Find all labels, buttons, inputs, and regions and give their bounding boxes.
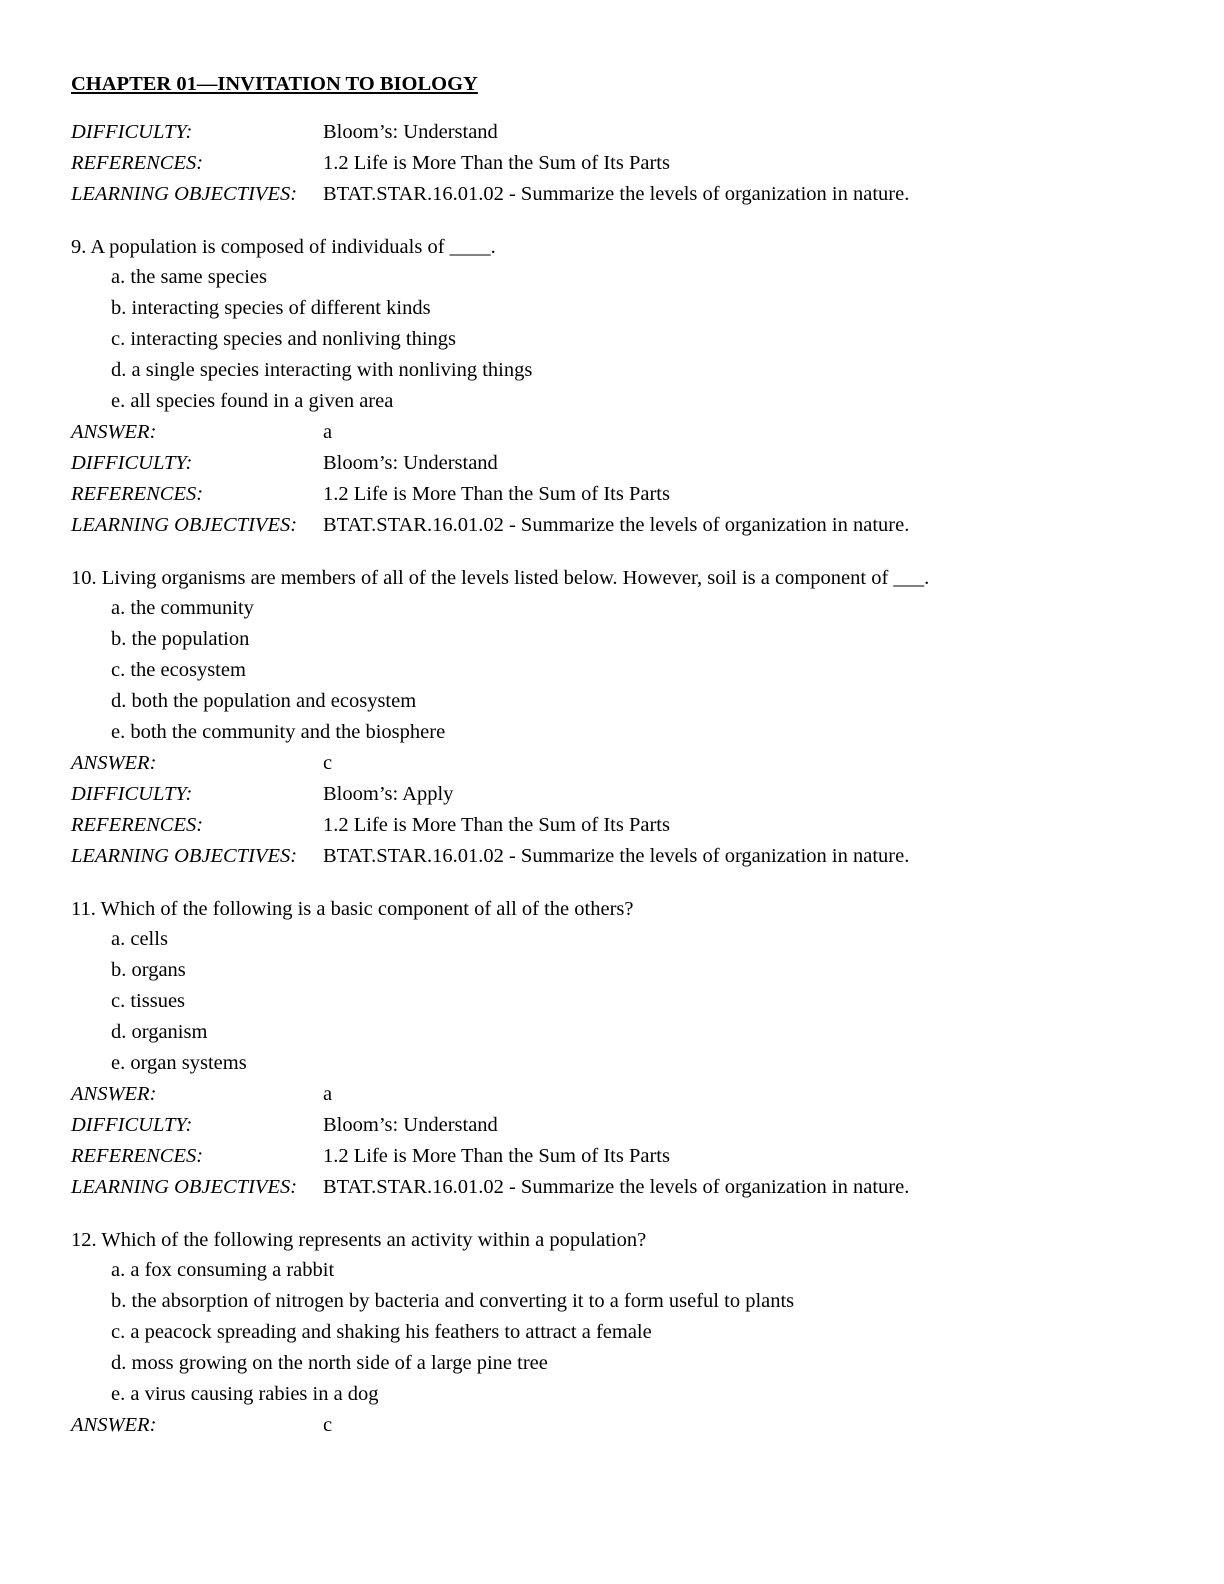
question-text: 12. Which of the following represents an activity within a population?	[71, 1229, 647, 1251]
answer-row	[71, 417, 1171, 448]
option-b: b. the absorption of nitrogen by bacteria and converting it to a form useful to plants	[111, 1290, 795, 1312]
difficulty-label: DIFFICULTY:	[71, 121, 193, 143]
answer-row	[71, 748, 1171, 779]
question-text: 10. Living organisms are members of all of the levels listed below. However, soil is a component of ___.	[71, 567, 930, 589]
question-12	[71, 1225, 1171, 1441]
answer-label: ANSWER:	[71, 421, 157, 443]
lead-meta-block	[71, 117, 1171, 210]
question-10	[71, 563, 1171, 872]
answer-label: ANSWER:	[71, 1083, 157, 1105]
answer-label: ANSWER:	[71, 752, 157, 774]
learning-objectives-row	[71, 841, 1171, 872]
option-e: e. organ systems	[111, 1052, 247, 1074]
difficulty-row	[71, 448, 1171, 479]
option-e: e. a virus causing rabies in a dog	[111, 1383, 379, 1405]
learning-objectives-label: LEARNING OBJECTIVES:	[71, 845, 298, 867]
references-label: REFERENCES:	[71, 814, 204, 836]
learning-objectives-row	[71, 510, 1171, 541]
references-value: 1.2 Life is More Than the Sum of Its Parts	[323, 152, 670, 174]
option-b: b. the population	[111, 628, 250, 650]
answer-value: a	[323, 1083, 333, 1105]
answer-value: a	[323, 421, 333, 443]
references-value: 1.2 Life is More Than the Sum of Its Parts	[323, 483, 670, 505]
difficulty-value: Bloom’s: Understand	[323, 452, 498, 474]
references-label: REFERENCES:	[71, 152, 204, 174]
option-e: e. both the community and the biosphere	[111, 721, 446, 743]
question-11	[71, 894, 1171, 1203]
option-d: d. a single species interacting with nonliving things	[111, 359, 533, 381]
references-value: 1.2 Life is More Than the Sum of Its Parts	[323, 814, 670, 836]
option-d: d. moss growing on the north side of a large pine tree	[111, 1352, 548, 1374]
option-a: a. cells	[111, 928, 168, 950]
difficulty-label: DIFFICULTY:	[71, 1114, 193, 1136]
learning-objectives-row	[71, 1172, 1171, 1203]
option-c: c. the ecosystem	[111, 659, 246, 681]
references-row	[71, 479, 1171, 510]
references-label: REFERENCES:	[71, 483, 204, 505]
learning-objectives-label: LEARNING OBJECTIVES:	[71, 1176, 298, 1198]
learning-objectives-value: BTAT.STAR.16.01.02 - Summarize the levels of organization in nature.	[323, 514, 910, 536]
answer-row	[71, 1410, 1171, 1441]
references-row	[71, 810, 1171, 841]
option-b: b. interacting species of different kinds	[111, 297, 431, 319]
difficulty-row	[71, 117, 1171, 148]
question-text: 11. Which of the following is a basic component of all of the others?	[71, 898, 634, 920]
question-9	[71, 232, 1171, 541]
question-text: 9. A population is composed of individuals of ____.	[71, 236, 496, 258]
difficulty-row	[71, 1110, 1171, 1141]
references-label: REFERENCES:	[71, 1145, 204, 1167]
option-b: b. organs	[111, 959, 186, 981]
option-c: c. tissues	[111, 990, 186, 1012]
answer-value: c	[323, 1414, 333, 1436]
answer-row	[71, 1079, 1171, 1110]
learning-objectives-value: BTAT.STAR.16.01.02 - Summarize the levels of organization in nature.	[323, 845, 910, 867]
document-page	[71, 70, 1171, 1441]
difficulty-label: DIFFICULTY:	[71, 452, 193, 474]
option-a: a. a fox consuming a rabbit	[111, 1259, 335, 1281]
learning-objectives-label: LEARNING OBJECTIVES:	[71, 183, 298, 205]
difficulty-row	[71, 779, 1171, 810]
option-a: a. the same species	[111, 266, 267, 288]
difficulty-value: Bloom’s: Understand	[323, 121, 498, 143]
difficulty-value: Bloom’s: Apply	[323, 783, 454, 805]
references-row	[71, 1141, 1171, 1172]
option-a: a. the community	[111, 597, 254, 619]
difficulty-value: Bloom’s: Understand	[323, 1114, 498, 1136]
option-c: c. interacting species and nonliving things	[111, 328, 457, 350]
answer-label: ANSWER:	[71, 1414, 157, 1436]
difficulty-label: DIFFICULTY:	[71, 783, 193, 805]
chapter-title: CHAPTER 01—INVITATION TO BIOLOGY	[71, 73, 478, 95]
learning-objectives-label: LEARNING OBJECTIVES:	[71, 514, 298, 536]
option-e: e. all species found in a given area	[111, 390, 394, 412]
references-value: 1.2 Life is More Than the Sum of Its Parts	[323, 1145, 670, 1167]
learning-objectives-row	[71, 179, 1171, 210]
answer-value: c	[323, 752, 333, 774]
option-d: d. organism	[111, 1021, 208, 1043]
option-d: d. both the population and ecosystem	[111, 690, 417, 712]
references-row	[71, 148, 1171, 179]
learning-objectives-value: BTAT.STAR.16.01.02 - Summarize the levels of organization in nature.	[323, 1176, 910, 1198]
learning-objectives-value: BTAT.STAR.16.01.02 - Summarize the levels of organization in nature.	[323, 183, 910, 205]
option-c: c. a peacock spreading and shaking his feathers to attract a female	[111, 1321, 652, 1343]
